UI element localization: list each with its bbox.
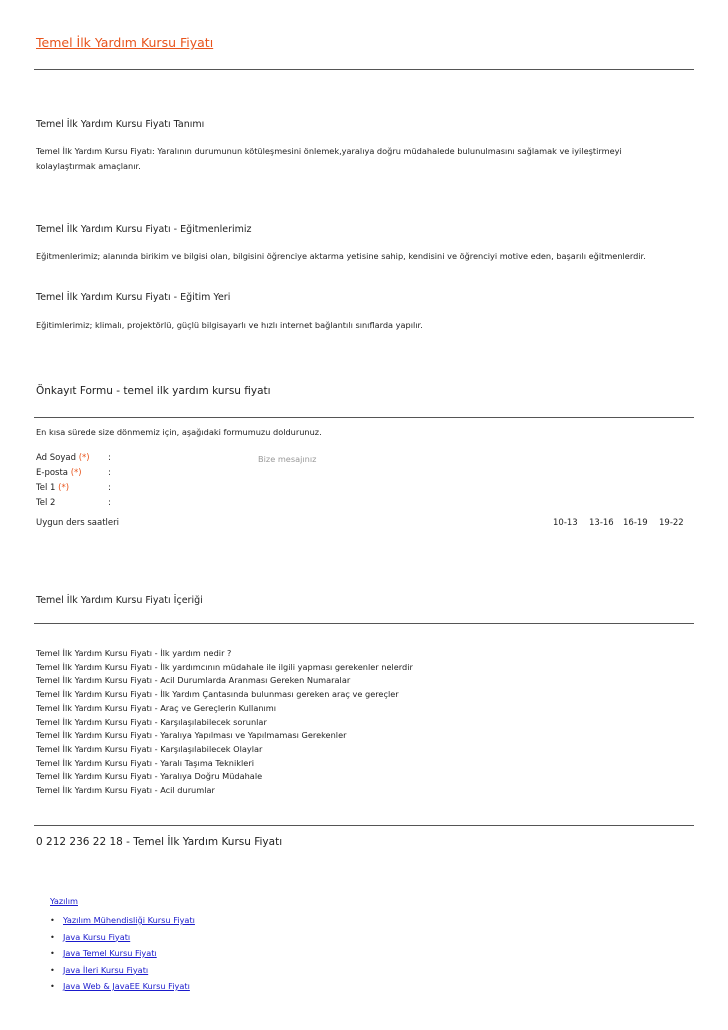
section-heading-egitmen: Temel İlk Yardım Kursu Fiyatı - Eğitmenlerimiz xyxy=(36,224,252,235)
field-label: E-posta xyxy=(36,468,69,478)
list-item: Temel İlk Yardım Kursu Fiyatı - Araç ve Gereçlerin Kullanımı xyxy=(36,702,277,713)
field-colon: : xyxy=(108,498,111,508)
divider xyxy=(34,825,694,826)
form-intro: En kısa sürede size dönmemiz için, aşağıdaki formumuzu doldurunuz. xyxy=(36,427,322,437)
menu-link[interactable]: Java Web & JavaEE Kursu Fiyatı xyxy=(63,981,190,991)
list-item: Temel İlk Yardım Kursu Fiyatı - İlk Yardım Çantasında bulunması gereken araç ve gereçler xyxy=(36,689,399,700)
hour-option[interactable]: 10-13 xyxy=(553,518,578,528)
list-item: Temel İlk Yardım Kursu Fiyatı - Yaralıya Doğru Müdahale xyxy=(36,771,263,782)
bullet-icon: • xyxy=(50,964,55,975)
bullet-icon: • xyxy=(50,931,55,942)
required-marker: (*) xyxy=(58,483,70,493)
bullet-icon: • xyxy=(50,915,55,925)
field-colon: : xyxy=(108,453,111,463)
menu-item xyxy=(50,945,195,962)
section-heading-yer: Temel İlk Yardım Kursu Fiyatı - Eğitim Yeri xyxy=(36,292,231,303)
field-label: Tel 2 xyxy=(36,498,56,508)
section-heading-tanim: Temel İlk Yardım Kursu Fiyatı Tanımı xyxy=(36,119,205,130)
bullet-icon: • xyxy=(50,948,55,958)
phone-line: 0 212 236 22 18 - Temel İlk Yardım Kursu Fiyatı xyxy=(36,836,283,848)
field-label: Ad Soyad xyxy=(36,453,76,463)
content-heading: Temel İlk Yardım Kursu Fiyatı İçeriği xyxy=(36,595,203,606)
divider xyxy=(34,69,694,70)
section-text-egitmen: Eğitmenlerimiz; alanında birikim ve bilgisi olan, bilgisini öğrenciye aktarma yetisine sahip, kendisini ve öğrenciyi motive eden, başarılı eğitmenlerdir. xyxy=(36,251,646,261)
list-item: Temel İlk Yardım Kursu Fiyatı - İlk yardım nedir ? xyxy=(36,648,232,658)
page-title-link[interactable]: Temel İlk Yardım Kursu Fiyatı xyxy=(36,35,214,50)
menu-item xyxy=(50,978,195,995)
list-item: Temel İlk Yardım Kursu Fiyatı - Karşılaşılabilecek sorunlar xyxy=(36,716,267,727)
list-item: Temel İlk Yardım Kursu Fiyatı - İlk yardımcının müdahale ile ilgili yapması gerekenler nelerdir xyxy=(36,661,413,672)
menu-link[interactable]: Java Kursu Fiyatı xyxy=(63,931,131,942)
content-list xyxy=(36,647,413,798)
field-colon: : xyxy=(108,468,111,478)
hour-option[interactable]: 13-16 xyxy=(589,518,614,528)
required-marker: (*) xyxy=(70,468,82,478)
field-label: Tel 1 xyxy=(36,483,56,493)
menu-item xyxy=(50,962,195,979)
menu-link[interactable]: Java İleri Kursu Fiyatı xyxy=(63,964,149,975)
form-heading: Önkayıt Formu - temel ilk yardım kursu fiyatı xyxy=(36,385,271,397)
list-item: Temel İlk Yardım Kursu Fiyatı - Acil Durumlarda Aranması Gereken Numaralar xyxy=(36,675,351,686)
field-colon: : xyxy=(108,483,111,493)
hour-option[interactable]: 16-19 xyxy=(623,518,648,528)
list-item: Temel İlk Yardım Kursu Fiyatı - Karşılaşılabilecek Olaylar xyxy=(36,743,263,754)
divider xyxy=(34,417,694,418)
menu-list xyxy=(50,912,195,995)
menu-link[interactable]: Yazılım Mühendisliği Kursu Fiyatı xyxy=(63,915,195,925)
hour-option[interactable]: 19-22 xyxy=(659,518,684,528)
menu-link[interactable]: Java Temel Kursu Fiyatı xyxy=(63,948,157,958)
form-field-tel1[interactable] xyxy=(36,483,111,493)
bullet-icon: • xyxy=(50,981,55,991)
form-field-email[interactable] xyxy=(36,468,111,478)
divider xyxy=(34,623,694,624)
menu-item xyxy=(50,912,195,929)
hours-label: Uygun ders saatleri xyxy=(36,518,119,528)
list-item: Temel İlk Yardım Kursu Fiyatı - Yaralı Taşıma Teknikleri xyxy=(36,757,254,768)
menu-title-link[interactable]: Yazılım xyxy=(50,896,78,906)
menu-item xyxy=(50,929,195,946)
message-textarea[interactable]: Bize mesajınız xyxy=(258,454,317,464)
form-field-name[interactable] xyxy=(36,453,111,463)
list-item: Temel İlk Yardım Kursu Fiyatı - Acil durumlar xyxy=(36,785,215,796)
section-text-tanim: Temel İlk Yardım Kursu Fiyatı: Yaralının durumunun kötüleşmesini önlemek,yaralıya doğru müdahalede bulunulmasını sağlamak ve iyileştirmeyi kolaylaştırmak amaçlanır. xyxy=(36,146,622,171)
form-field-tel2[interactable] xyxy=(36,498,111,508)
required-marker: (*) xyxy=(78,453,90,463)
section-text-yer: Eğitimlerimiz; klimalı, projektörlü, güçlü bilgisayarlı ve hızlı internet bağlantılı sınıflarda yapılır. xyxy=(36,320,423,330)
list-item: Temel İlk Yardım Kursu Fiyatı - Yaralıya Yapılması ve Yapılmaması Gerekenler xyxy=(36,730,347,741)
